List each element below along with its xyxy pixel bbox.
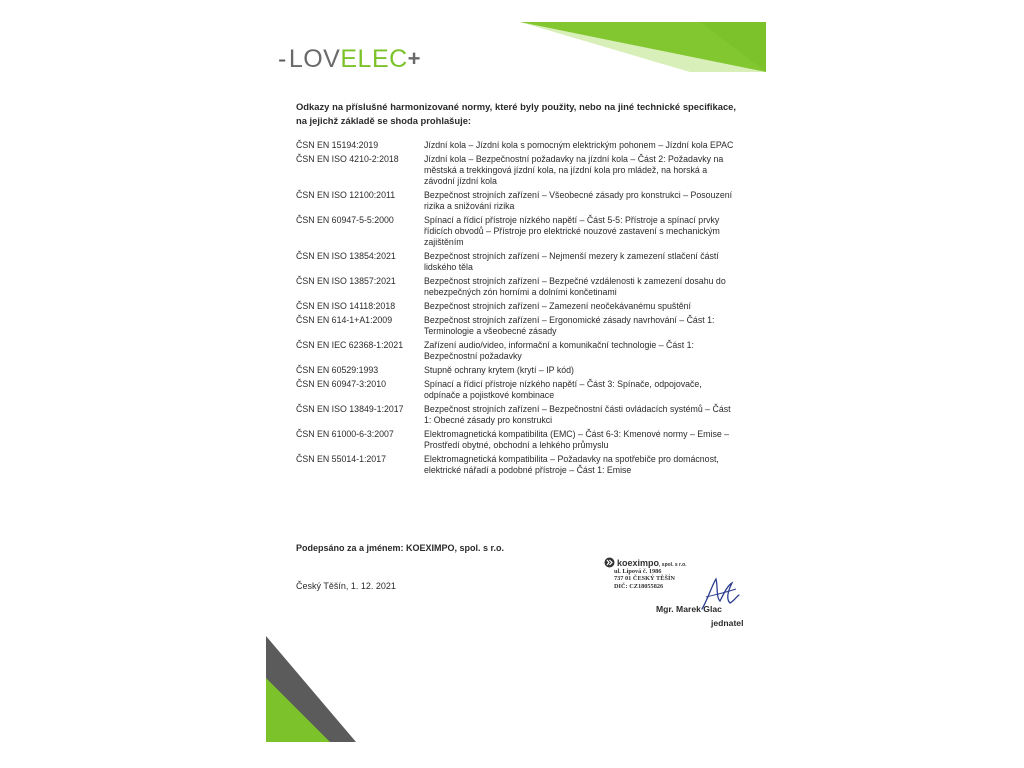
standard-row [296,215,738,248]
corner-decoration-top-right [520,22,766,72]
standard-row [296,340,738,362]
standard-row [296,154,738,187]
company-logo [278,44,421,74]
standard-code: ČSN EN ISO 4210-2:2018 [296,154,399,164]
stamp-company-name [617,558,687,568]
stamp-address [614,568,675,590]
standard-row [296,379,738,401]
standard-description: Stupně ochrany krytem (krytí – IP kód) [424,365,574,375]
standard-code: ČSN EN ISO 14118:2018 [296,301,396,311]
signer-role: jednatel [711,618,744,628]
standard-description: Elektromagnetická kompatibilita (EMC) – Část 6-3: Kmenové normy – Emise – Prostředí obytné, obchodní a lehkého průmyslu [424,429,730,450]
standard-code: ČSN EN 614-1+A1:2009 [296,315,393,325]
standards-list [296,140,738,479]
standard-description: Elektromagnetická kompatibilita – Požadavky na spotřebiče pro domácnost, elektrické nářadí a podobné přístroje – Část 1: Emise [424,454,719,475]
standard-description: Zařízení audio/video, informační a komunikační technologie – Část 1: Bezpečnostní požadavky [424,340,694,361]
place-date-text: Český Těšín, 1. 12. 2021 [296,581,396,591]
standard-code: ČSN EN 55014-1:2017 [296,454,386,464]
standard-description: Bezpečnost strojních zařízení – Zamezení neočekávanému spuštění [424,301,691,311]
standard-description: Spínací a řídicí přístroje nízkého napětí – Část 5-5: Přístroje a spínací prvky řídicích obvodů – Přístroje pro elektrické nouzové zastavení s mechanickým zajištěním [424,215,720,247]
standard-description: Bezpečnost strojních zařízení – Nejmenší mezery k zamezení stlačení částí lidského těla [424,251,719,272]
corner-decoration-bottom-left [266,636,356,742]
standard-code: ČSN EN IEC 62368-1:2021 [296,340,404,350]
intro-text: Odkazy na příslušné harmonizované normy, které byly použity, nebo na jiné technické specifikace, na jejichž základě se shoda prohlašuje: [296,101,736,126]
stamp-brand [604,557,687,568]
logo-part-elec: ELEC [340,44,408,73]
standard-code: ČSN EN 61000-6-3:2007 [296,429,394,439]
standard-description: Jízdní kola – Jízdní kola s pomocným elektrickým pohonem – Jízdní kola EPAC [424,140,734,150]
standard-code: ČSN EN 60947-5-5:2000 [296,215,394,225]
standard-code: ČSN EN 60529:1993 [296,365,379,375]
standard-description: Bezpečnost strojních zařízení – Všeobecné zásady pro konstrukci – Posouzení rizika a snižování rizika [424,190,733,211]
stamp-line: DIČ: CZ18055826 [614,582,664,590]
stamp-suffix: , spol. s r.o. [659,561,687,568]
stamp-name: koeximpo [617,557,660,568]
standard-row [296,429,738,451]
standard-code: ČSN EN ISO 12100:2011 [296,190,396,200]
standard-row [296,276,738,298]
standard-row [296,454,738,476]
logo-plus: + [407,46,422,71]
standard-code: ČSN EN ISO 13857:2021 [296,276,396,286]
stamp-logo-icon [604,557,615,568]
standard-code: ČSN EN 15194:2019 [296,140,379,150]
standard-description: Bezpečnost strojních zařízení – Bezpečnostní části ovládacích systémů – Část 1: Obecné zásady pro konstrukci [424,404,731,425]
standard-code: ČSN EN ISO 13849-1:2017 [296,404,404,414]
standard-row [296,140,738,151]
standard-row [296,301,738,312]
standard-code: ČSN EN ISO 13854:2021 [296,251,396,261]
logo-part-love: LOV [288,44,341,73]
stamp-line: ul. Lipová č. 1986 [614,568,662,575]
standard-description: Bezpečnost strojních zařízení – Bezpečné vzdálenosti k zamezení dosahu do nebezpečných zón horními a dolními končetinami [424,276,726,297]
standard-description: Bezpečnost strojních zařízení – Ergonomické zásady navrhování – Část 1: Terminologie a všeobecné zásady [424,315,715,336]
standard-row [296,365,738,376]
signed-by-text: Podepsáno za a jménem: KOEXIMPO, spol. s r.o. [296,543,505,553]
signer-name: Mgr. Marek Glac [656,604,722,614]
standard-row [296,251,738,273]
standard-code: ČSN EN 60947-3:2010 [296,379,386,389]
standard-description: Jízdní kola – Bezpečnostní požadavky na jízdní kola – Část 2: Požadavky na městská a trekkingová jízdní kola, na jízdní kola pro mládež, na horská a závodní jízdní kola [424,154,724,186]
standard-row [296,315,738,337]
logo-dash: - [278,44,287,73]
stamp-line: 737 01 ČESKÝ TĚŠÍN [614,575,675,583]
standard-row [296,190,738,212]
standard-row [296,404,738,426]
standard-description: Spínací a řídicí přístroje nízkého napětí – Část 3: Spínače, odpojovače, odpínače a pojistkové kombinace [424,379,702,400]
